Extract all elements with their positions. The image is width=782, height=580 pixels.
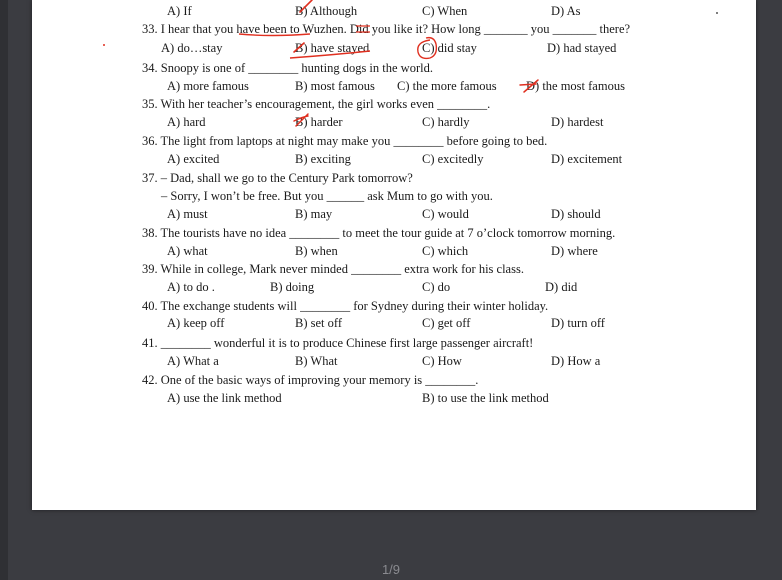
handwritten-annotations	[32, 0, 756, 510]
q37-option-a: A) must	[167, 207, 208, 221]
q34-option-a: A) more famous	[167, 79, 249, 93]
stray-ink-dot-right	[716, 12, 718, 14]
q37-option-b: B) may	[295, 207, 333, 221]
q40-stem: 40. The exchange students will ________ for Sydney during their winter holiday.	[142, 299, 549, 313]
q41-option-c: C) How	[422, 354, 462, 368]
q35-stem: 35. With her teacher’s encouragement, the girl works even ________.	[142, 97, 491, 111]
q39-option-d: D) did	[545, 280, 578, 294]
q35-option-a: A) hard	[167, 115, 206, 129]
q40-option-c: C) get off	[422, 316, 471, 330]
q37-option-c: C) would	[422, 207, 469, 221]
q39-option-b: B) doing	[270, 280, 315, 294]
q39-option-c: C) do	[422, 280, 451, 294]
q36-stem: 36. The light from laptops at night may make you ________ before going to bed.	[142, 134, 548, 148]
q36-option-a: A) excited	[167, 152, 220, 166]
q39-option-a: A) to do .	[167, 280, 215, 294]
q41-option-b: B) What	[295, 354, 338, 368]
q32-option-c: C) When	[422, 4, 468, 18]
stray-ink-dot	[103, 44, 105, 46]
q38-option-a: A) what	[167, 244, 208, 258]
q33-option-c: C) did stay	[422, 41, 477, 55]
q41-option-a: A) What a	[167, 354, 219, 368]
q42-option-a: A) use the link method	[167, 391, 282, 405]
q36-option-b: B) exciting	[295, 152, 351, 166]
q35-option-b: B) harder	[295, 115, 343, 129]
q36-option-d: D) excitement	[551, 152, 623, 166]
page-indicator: 1/9	[381, 562, 401, 577]
q32-option-d: D) As	[551, 4, 581, 18]
scrollbar-track[interactable]	[760, 0, 782, 580]
q35-option-c: C) hardly	[422, 115, 470, 129]
q38-option-c: C) which	[422, 244, 469, 258]
q32-option-b: B) Although	[295, 4, 358, 18]
q34-option-d: D) the most famous	[526, 79, 625, 93]
q33-stem: 33. I hear that you have been to Wuzhen. Did you like it? How long _______ you _______ there?	[142, 22, 631, 36]
q41-option-d: D) How a	[551, 354, 601, 368]
q42-stem: 42. One of the basic ways of improving your memory is ________.	[142, 373, 479, 387]
q33-option-a: A) do…stay	[161, 41, 223, 55]
q33-option-d: D) had stayed	[547, 41, 617, 55]
q38-stem: 38. The tourists have no idea ________ to meet the tour guide at 7 o’clock tomorrow morning.	[142, 226, 616, 240]
q34-option-c: C) the more famous	[397, 79, 497, 93]
q39-stem: 39. While in college, Mark never minded ________ extra work for his class.	[142, 262, 524, 276]
q34-stem: 34. Snoopy is one of ________ hunting dogs in the world.	[142, 61, 433, 75]
q40-option-d: D) turn off	[551, 316, 605, 330]
q35-option-d: D) hardest	[551, 115, 604, 129]
q38-option-b: B) when	[295, 244, 338, 258]
q33-option-b: B) have stayed	[295, 41, 370, 55]
q37-stem: 37. – Dad, shall we go to the Century Park tomorrow?	[142, 171, 413, 185]
document-page[interactable]	[32, 0, 756, 510]
q40-option-b: B) set off	[295, 316, 342, 330]
q34-option-b: B) most famous	[295, 79, 375, 93]
q36-option-c: C) excitedly	[422, 152, 484, 166]
q37-option-d: D) should	[551, 207, 601, 221]
q42-option-b: B) to use the link method	[422, 391, 549, 405]
sidebar-edge	[0, 0, 8, 580]
q37-stem-reply: – Sorry, I won’t be free. But you ______ ask Mum to go with you.	[161, 189, 493, 203]
q41-stem: 41. ________ wonderful it is to produce Chinese first large passenger aircraft!	[142, 336, 534, 350]
q40-option-a: A) keep off	[167, 316, 225, 330]
q38-option-d: D) where	[551, 244, 598, 258]
q32-option-a: A) If	[167, 4, 192, 18]
